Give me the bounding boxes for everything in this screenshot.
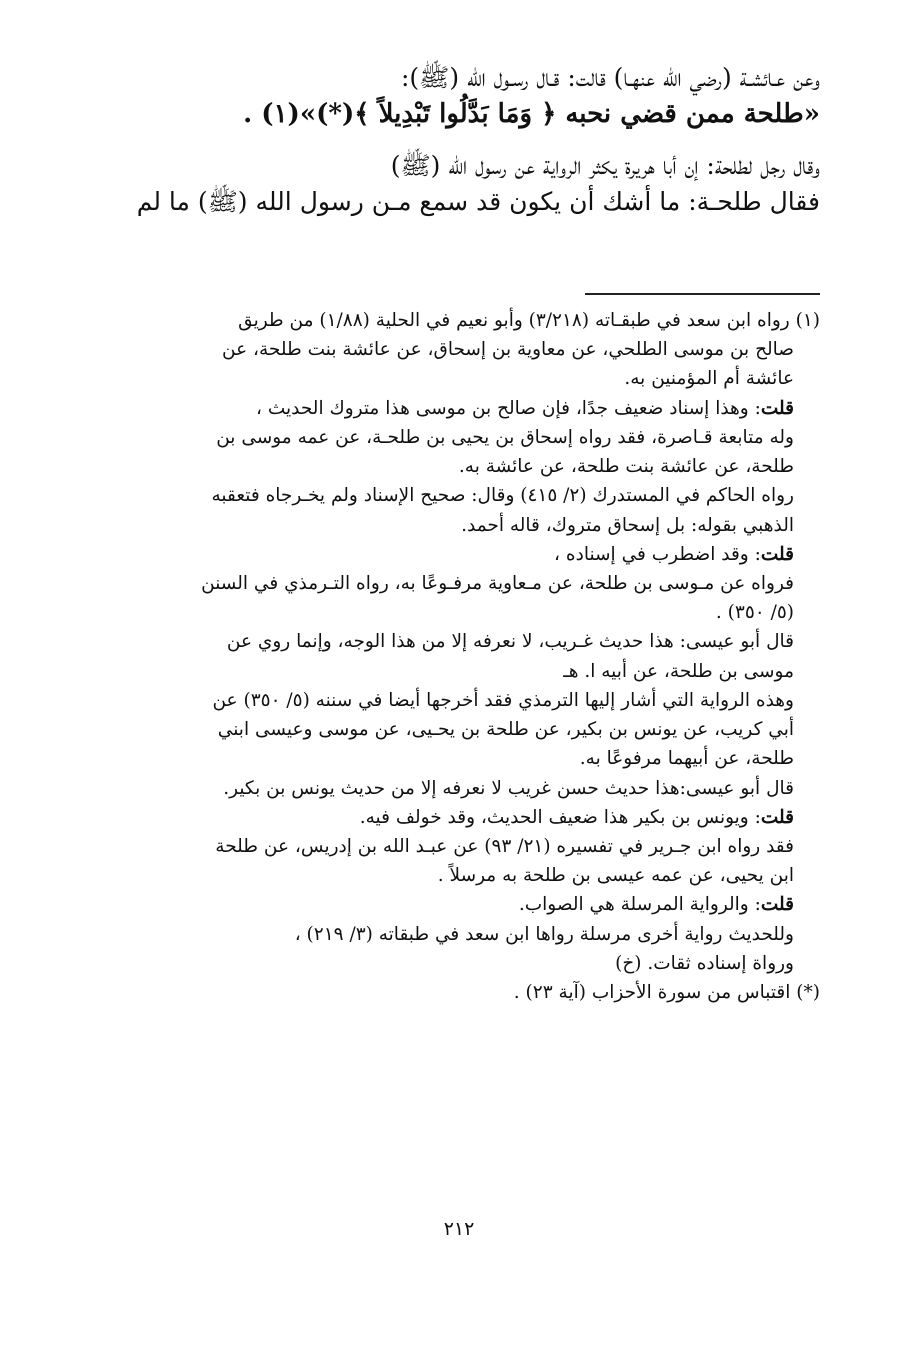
footnote-line: (٥/ ٣٥٠) .: [715, 602, 794, 624]
qult-label: قلت: [760, 543, 794, 565]
main-line-4: فقال طلحـة: ما أشك أن يكون قد سمع مـن رسول الله (ﷺ) ما لم: [136, 187, 820, 217]
footnote-line: قلت: والرواية المرسلة هي الصواب.: [518, 894, 794, 916]
qult-label: قلت: [760, 894, 794, 916]
footnote-line: طلحة، عن أبيهما مرفوعًا به.: [579, 748, 794, 770]
footnote-line: قلت: وقد اضطرب في إسناده ،: [554, 543, 794, 565]
footnote-line: وهذه الرواية التي أشار إليها الترمذي فقد أخرجها أيضا في سننه (٥/ ٣٥٠) عن: [212, 689, 794, 711]
footnote-line: صالح بن موسى الطلحي، عن معاوية بن إسحاق، عن عائشة بنت طلحة، عن: [222, 339, 794, 361]
footnote-line: عائشة أم المؤمنين به.: [624, 368, 794, 390]
qult-label: قلت: [760, 806, 794, 828]
footnote-line: قلت: وهذا إسناد ضعيف جدًا، فإن صالح بن موسى هذا متروك الحديث ،: [255, 397, 794, 419]
footnotes: [95, 306, 820, 1007]
page-number: ٢١٢: [443, 1218, 475, 1240]
footnote-line: (١) رواه ابن سعد في طبقـاته (٣/٢١٨) وأبو نعيم في الحلية (١/٨٨) من طريق: [238, 310, 820, 331]
main-line-3: وقال رجل لطلحة: إن أبا هريرة يكثر الرواية عن رسول الله (ﷺ): [390, 150, 820, 180]
footnote-line: قال أبو عيسى: هذا حديث غـريب، لا نعرفه إلا من هذا الوجه، وإنما روي عن: [226, 631, 794, 653]
footnote-line: قال أبو عيسى:هذا حديث حسن غريب لا نعرفه إلا من حديث يونس بن بكير.: [223, 777, 794, 799]
footnote-line: موسى بن طلحة، عن أبيه ا. هـ: [563, 660, 794, 682]
footnote-line: فرواه عن مـوسى بن طلحة، عن مـعاوية مرفـوعًا به، رواه التـرمذي في السنن: [201, 572, 794, 594]
main-text: [95, 60, 820, 220]
footnote-line: فقد رواه ابن جـرير في تفسيره (٢١/ ٩٣) عن عبـد الله بن إدريس، عن طلحة: [215, 835, 794, 857]
main-line-1: وعن عـائشـة (رضي الله عنهـا) قالت: قـال رسـول الله (ﷺ):: [400, 63, 820, 92]
footnote-line: الذهبي بقوله: بل إسحاق متروك، قاله أحمد.: [461, 514, 794, 536]
qult-label: قلت: [760, 397, 794, 419]
main-line-2: «طلحة ممن قضي نحبه ﴿ وَمَا بَدَّلُوا تَبْدِيلاً ﴾(*)»(١) .: [243, 99, 820, 130]
footnote-line: (*) اقتباس من سورة الأحزاب (آية ٢٣) .: [513, 982, 820, 1004]
footnote-line: ابن يحيى، عن عمه عيسى بن طلحة به مرسلاً .: [437, 865, 794, 887]
footnote-line: قلت: ويونس بن بكير هذا ضعيف الحديث، وقد خولف فيه.: [359, 806, 794, 828]
footnote-line: ورواة إسناده ثقات. (خ): [615, 952, 794, 974]
page-body: [95, 60, 820, 1004]
footnote-line: أبي كريب، عن يونس بن بكير، عن طلحة بن يحـيى، عن موسى وعيسى ابني: [217, 719, 794, 741]
footnote-line: وللحديث رواية أخرى مرسلة رواها ابن سعد في طبقاته (٣/ ٢١٩) ،: [294, 923, 794, 945]
footnote-line: رواه الحاكم في المستدرك (٢/ ٤١٥) وقال: صحيح الإسناد ولم يخـرجاه فتعقبه: [211, 485, 794, 507]
footnote-line: طلحة، عن عائشة بنت طلحة، عن عائشة به.: [458, 456, 794, 478]
footnote-line: وله متابعة قـاصرة، فقد رواه إسحاق بن يحيى بن طلحـة، عن عمه موسى بن: [216, 426, 794, 448]
footnote-divider: [585, 293, 820, 295]
